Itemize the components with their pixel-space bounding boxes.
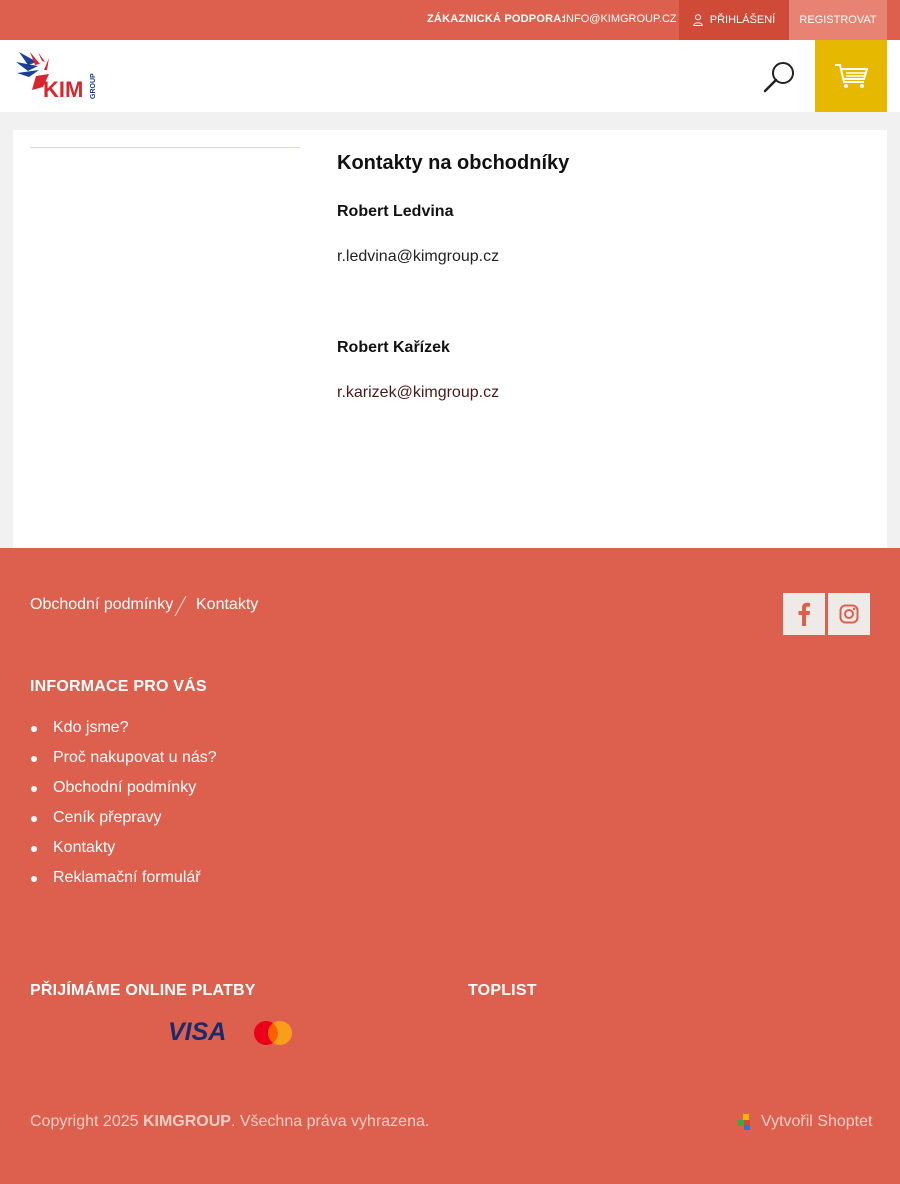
list-item[interactable]: Reklamační formulář [30, 867, 217, 897]
instagram-button[interactable] [828, 593, 870, 635]
svg-text:KIM: KIM [43, 77, 84, 102]
list-item[interactable]: Obchodní podmínky [30, 777, 217, 807]
payments-heading: PŘIJÍMÁME ONLINE PLATBY [30, 982, 256, 999]
cart-icon [833, 62, 869, 90]
content-card [13, 130, 887, 548]
search-icon [760, 59, 798, 97]
mastercard-icon [253, 1020, 293, 1046]
sidebar-divider [30, 147, 300, 148]
contact-email[interactable]: r.karizek@kimgroup.cz [337, 384, 500, 401]
copyright-brand: KIMGROUP [142, 1113, 231, 1130]
login-button[interactable] [679, 0, 789, 40]
list-item[interactable]: Ceník přepravy [30, 807, 217, 837]
shoptet-label: Vytvořil Shoptet [761, 1113, 873, 1130]
list-item[interactable]: Kontakty [30, 837, 217, 867]
footer-link-terms[interactable]: Obchodní podmínky [30, 596, 174, 613]
footer-link-contacts[interactable]: Kontakty [196, 596, 259, 613]
visa-logo: VISA [168, 1018, 227, 1046]
toplist-heading: TOPLIST [468, 982, 537, 999]
list-item[interactable]: Kdo jsme? [30, 717, 217, 747]
register-label: REGISTROVAT [799, 14, 877, 26]
login-label: PŘIHLÁŠENÍ [709, 14, 776, 26]
facebook-icon [797, 602, 811, 626]
breadcrumb-separator [172, 594, 188, 618]
header [0, 40, 900, 112]
info-heading: INFORMACE PRO VÁS [30, 678, 207, 695]
user-icon [693, 14, 703, 26]
register-button[interactable] [789, 0, 887, 40]
footer [0, 548, 900, 1184]
search-button[interactable] [760, 59, 798, 97]
info-list [30, 717, 217, 897]
page-title: Kontakty na obchodníky [337, 152, 570, 174]
shoptet-logo-icon [738, 1114, 754, 1130]
contact-name: Robert Kařízek [337, 339, 450, 356]
contact-name: Robert Ledvina [337, 203, 454, 220]
contact-email[interactable]: r.ledvina@kimgroup.cz [337, 248, 500, 265]
copyright: Copyright 2025 KIMGROUP. Všechna práva vyhrazena. [30, 1113, 430, 1130]
instagram-icon [839, 604, 859, 624]
site-logo[interactable] [16, 52, 98, 102]
top-bar [0, 0, 900, 40]
shoptet-credit[interactable] [738, 1113, 872, 1131]
list-item[interactable]: Proč nakupovat u nás? [30, 747, 217, 777]
facebook-button[interactable] [783, 593, 825, 635]
cart-button[interactable] [815, 40, 887, 112]
svg-text:GROUP: GROUP [90, 73, 97, 99]
support-email-link[interactable]: INFO@KIMGROUP.CZ [563, 13, 677, 25]
support-label: ZÁKAZNICKÁ PODPORA: [427, 13, 566, 25]
